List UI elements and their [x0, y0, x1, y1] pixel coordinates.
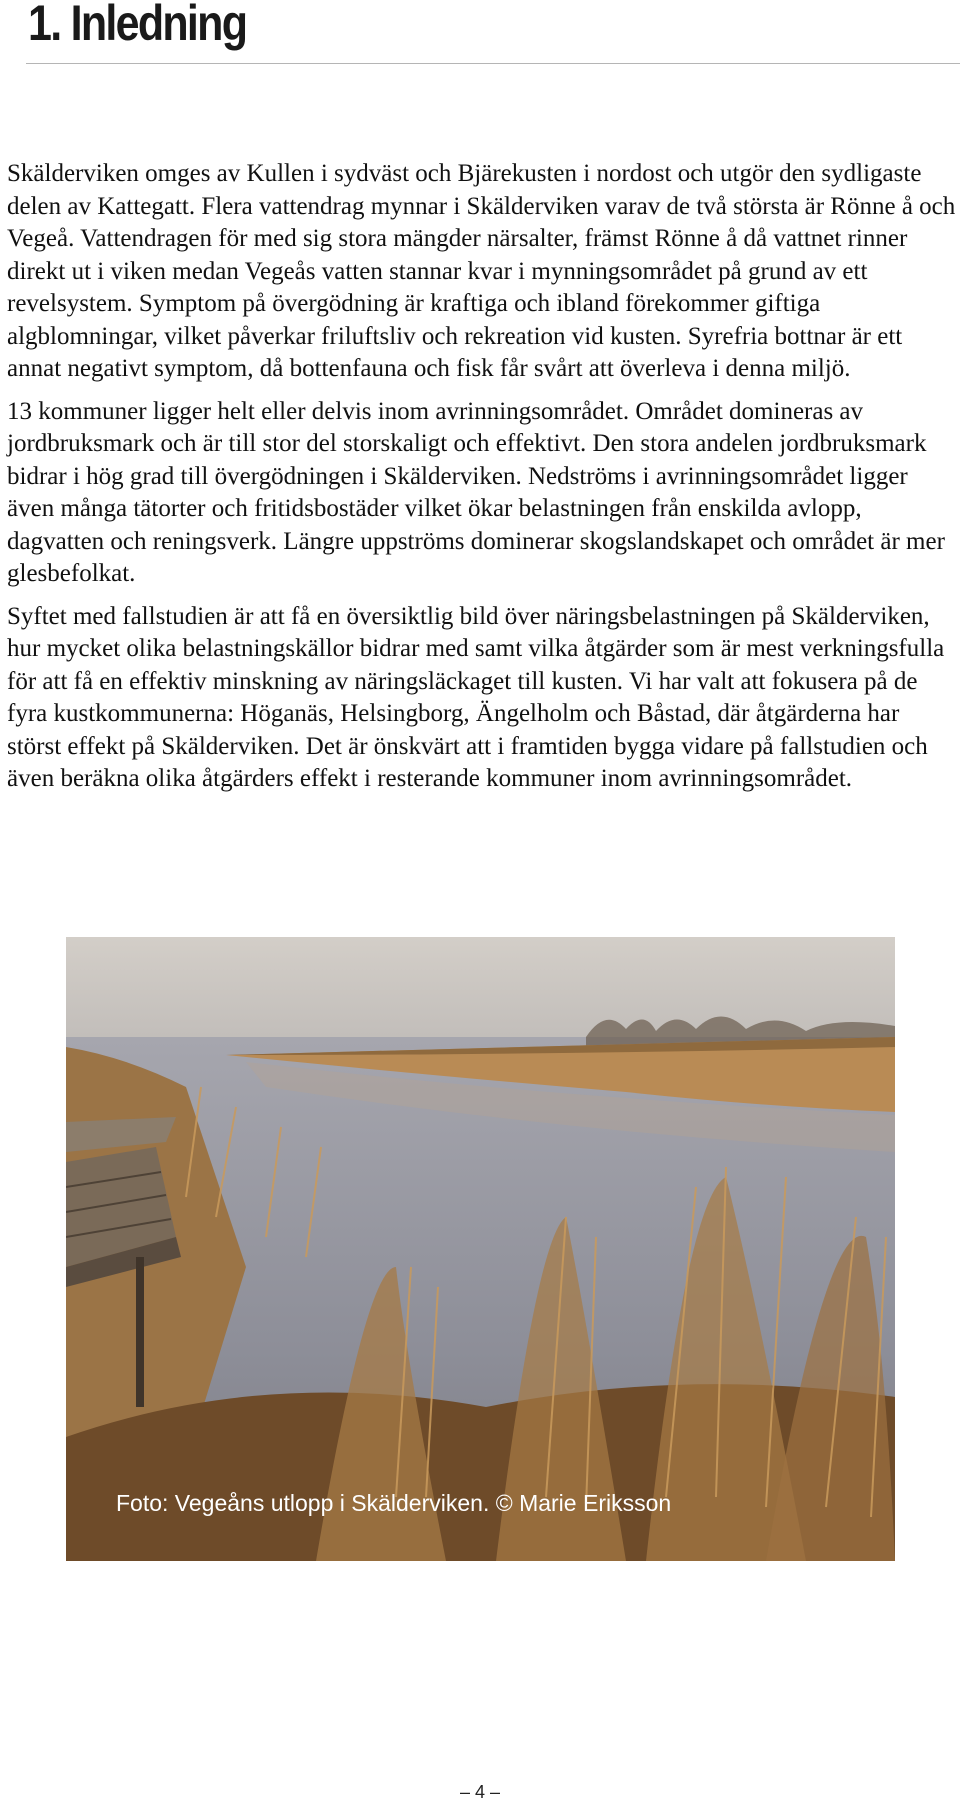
river-mouth-photo: [66, 937, 895, 1561]
page-number: – 4 –: [459, 1782, 501, 1802]
photo-caption: Foto: Vegeåns utlopp i Skälderviken. © Marie Eriksson: [116, 1490, 672, 1516]
heading-divider: [26, 63, 960, 64]
photo-illustration: [66, 937, 895, 1561]
page-heading: 1. Inledning: [28, 0, 247, 51]
paragraph-municipalities: 13 kommuner ligger helt eller delvis inom avrinningsområdet. Området domineras av jordbruksmark och är till stor del storskaligt och effektivt. Den stora andelen jordbruksmark bidrar i hög grad till övergödningen i Skälderviken. Nedströms i avrinningsområdet ligger även många tätorter och fritidsbostäder vilket ökar belastningen från enskilda avlopp, dagvatten och reningsverk. Längre uppströms dominerar skogslandskapet och området är mer glesbefolkat.: [7, 397, 945, 587]
body-text: [7, 158, 957, 806]
paragraph-intro: Skälderviken omges av Kullen i sydväst och Bjärekusten i nordost och utgör den sydligaste delen av Kattegatt. Flera vattendrag mynnar i Skälderviken varav de två största är Rönne å och Vegeå. Vattendragen för med sig stora mängder närsalter, främst Rönne å då vattnet rinner direkt ut i viken medan Vegeås vatten stannar kvar i mynningsområdet på grund av ett revelsystem. Symptom på övergödning är kraftiga och ibland förekommer giftiga algblomningar, vilket påverkar friluftsliv och rekreation vid kusten. Syrefria bottnar är ett annat negativt symptom, då bottenfauna och fisk får svårt att överleva i denna miljö.: [7, 160, 956, 382]
paragraph-purpose: Syftet med fallstudien är att få en översiktlig bild över näringsbelastningen på Skälderviken, hur mycket olika belastningskällor bidrar med samt vilka åtgärder som är mest verkningsfulla för att få en effektiv minskning av näringsläckaget till kusten. Vi har valt att fokusera på de fyra kustkommunerna: Höganäs, Helsingborg, Ängelholm och Båstad, där åtgärderna har störst effekt på Skälderviken. Det är önskvärt att i framtiden bygga vidare på fallstudien och även beräkna olika åtgärders effekt i resterande kommuner inom avrinningsområdet.: [7, 602, 945, 792]
